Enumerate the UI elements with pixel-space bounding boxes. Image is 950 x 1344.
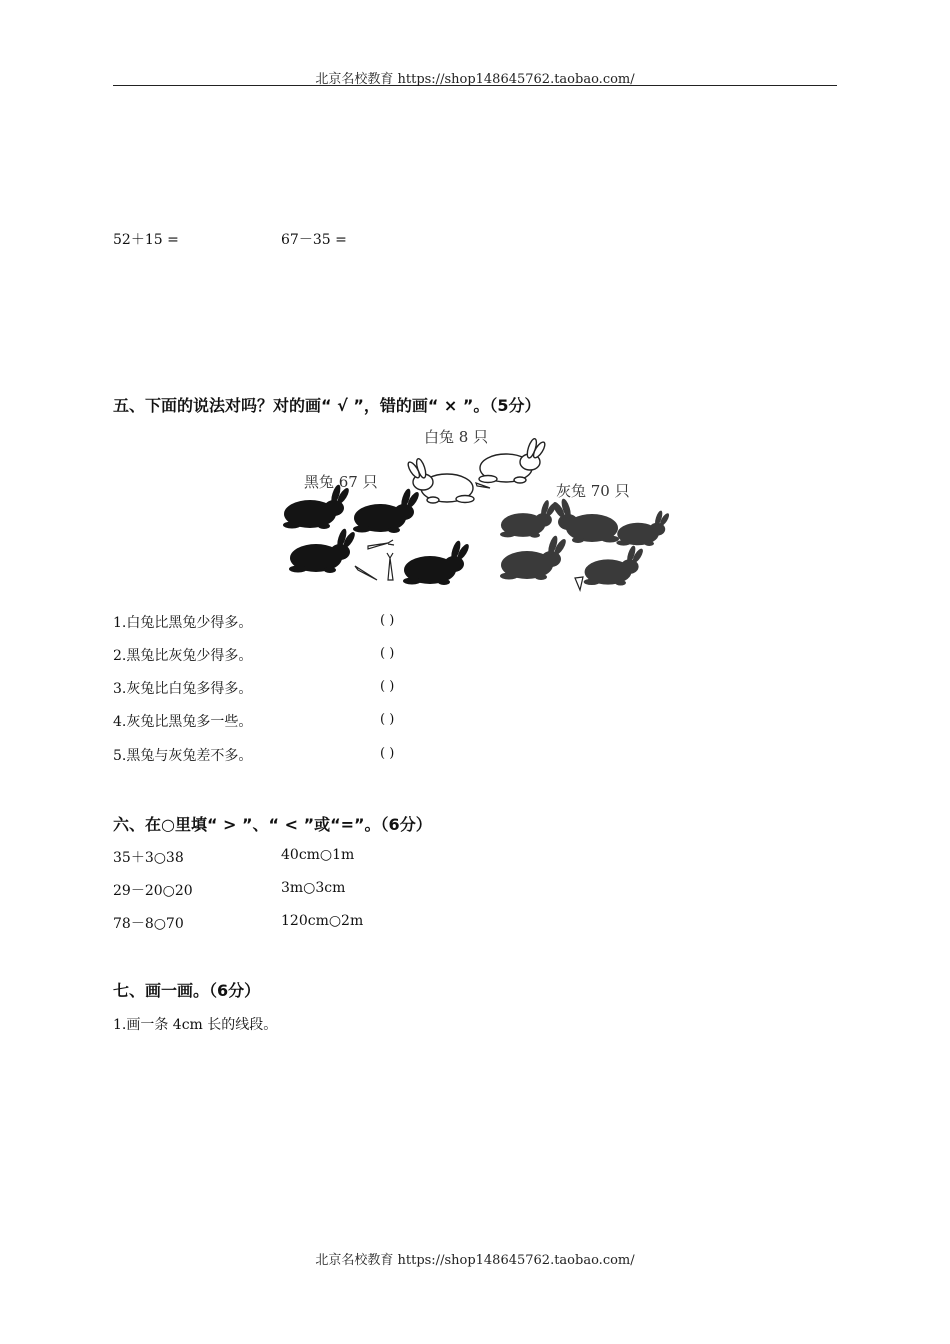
compare-item-3a[interactable]: 78－8○70 <box>113 916 184 932</box>
drawing-task-1: 1.画一条 4cm 长的线段。 <box>113 1017 278 1033</box>
section-7-heading: 七、画一画。（6分） <box>113 981 261 1000</box>
answer-blank-5[interactable]: ( ) <box>380 746 395 761</box>
rabbits-picture <box>280 420 670 595</box>
arith-item-1: 52＋15 = <box>113 232 179 248</box>
header-rule <box>113 85 837 86</box>
section-5-heading: 五、下面的说法对吗？对的画“ √ ”，错的画“ × ”。（5分） <box>113 396 541 415</box>
compare-item-2a[interactable]: 29－20○20 <box>113 883 193 899</box>
arith-item-2: 67－35 = <box>281 232 347 248</box>
answer-blank-1[interactable]: ( ) <box>380 613 395 628</box>
black-rabbit-label: 黑兔 67 只 <box>304 473 378 491</box>
gray-rabbit-label: 灰兔 70 只 <box>556 482 630 500</box>
statement-3: 3.灰兔比白兔多得多。 <box>113 681 253 697</box>
white-rabbit-2 <box>479 438 547 483</box>
white-rabbit-label: 白兔 8 只 <box>424 428 489 446</box>
compare-item-2b[interactable]: 3m○3cm <box>281 880 346 896</box>
compare-item-1b[interactable]: 40cm○1m <box>281 847 355 863</box>
compare-item-3b[interactable]: 120cm○2m <box>281 913 364 929</box>
statement-5: 5.黑兔与灰兔差不多。 <box>113 748 253 764</box>
statement-4: 4.灰兔比黑兔多一些。 <box>113 714 253 730</box>
gray-rabbits <box>500 498 670 586</box>
statement-2: 2.黑兔比灰兔少得多。 <box>113 648 253 664</box>
section-6-heading: 六、在○里填“ > ”、“ < ”或“=”。（6分） <box>113 815 432 834</box>
compare-item-1a[interactable]: 35＋3○38 <box>113 850 184 866</box>
statement-1: 1.白兔比黑兔少得多。 <box>113 615 253 631</box>
page-footer: 北京名校教育 https://shop148645762.taobao.com/ <box>315 1253 635 1268</box>
answer-blank-4[interactable]: ( ) <box>380 712 395 727</box>
answer-blank-2[interactable]: ( ) <box>380 646 395 661</box>
rabbits-illustration <box>280 420 670 595</box>
answer-blank-3[interactable]: ( ) <box>380 679 395 694</box>
page-header: 北京名校教育 https://shop148645762.taobao.com/ <box>315 72 635 87</box>
